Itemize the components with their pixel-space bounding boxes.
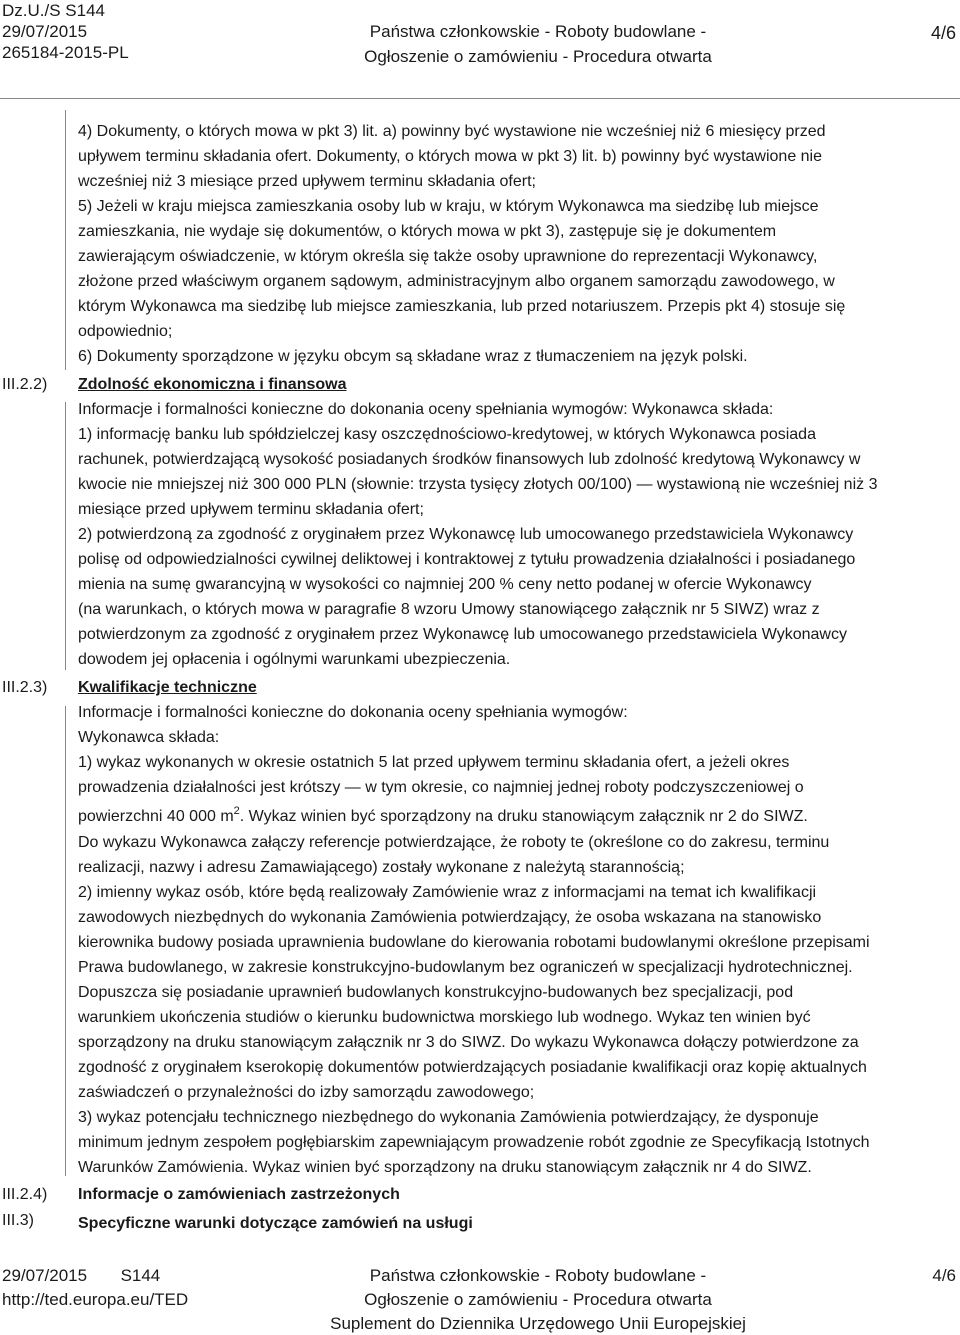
footer-title-line1: Państwa członkowskie - Roboty budowlane - [369,1266,707,1285]
text-line: Do wykazu Wykonawca załączy referencje potwierdzające, że roboty te (określone co do zakresu, terminu [78,834,830,851]
footer-url[interactable]: http://ted.europa.eu/TED [2,1290,189,1309]
text-line: Wykonawca składa: [78,729,220,746]
footer-title [298,1265,778,1335]
text-line: wcześniej niż 3 miesiące przed upływem terminu składania ofert; [78,173,536,190]
text-line: rachunek, potwierdzającą wysokość posiadanych środków finansowych lub zdolność kredytową Wykonawcy w [78,451,861,468]
footer-title-line2: Ogłoszenie o zamówieniu - Procedura otwarta [364,1290,712,1309]
footer-date: 29/07/2015 [2,1266,88,1285]
text-line: dowodem jej opłacenia i ogólnymi warunkami ubezpieczenia. [78,651,511,668]
text-line: 4) Dokumenty, o których mowa w pkt 3) lit. a) powinny być wystawione nie wcześniej niż 6 miesięcy przed [78,123,826,140]
text-line: zawierającym oświadczenie, w którym określa się także osoby uprawnione do reprezentacji Wykonawcy, [78,248,818,265]
text-line: prowadzenia działalności jest krótszy — w tym okresie, co najmniej jednej roboty podczyszczeniowej o [78,779,804,796]
text-line: polisę od odpowiedzialności cywilnej deliktowej i kontraktowej z tytułu prowadzenia działalności i posiadanego [78,551,856,568]
header-title [358,21,718,67]
header-date: 29/07/2015 [2,22,88,41]
section-heading-services: Specyficzne warunki dotyczące zamówień na usługi [78,1215,473,1232]
section-number-iii-2-4: III.2.4) [2,1186,48,1203]
footer-series: S144 [120,1266,161,1285]
text-line: złożone przed właściwym organem sądowym, administracyjnym albo organem samorządu zawodowego, w [78,273,835,290]
margin-rule [65,110,66,370]
text-line: upływem terminu składania ofert. Dokumenty, o których mowa w pkt 3) lit. b) powinny być wystawione nie [78,148,823,165]
text-line: Prawa budowlanego, w zakresie konstrukcyjno-budowlanym bez ograniczeń w specjalizacji hydrotechnicznej. [78,959,853,976]
section-heading-reserved: Informacje o zamówieniach zastrzeżonych [78,1186,400,1203]
text-line: sporządzony na druku stanowiącym załącznik nr 3 do SIWZ. Do wykazu Wykonawca dołączy potwierdzone za [78,1034,859,1051]
text-line: 1) wykaz wykonanych w okresie ostatnich 5 lat przed upływem terminu składania ofert, a jeżeli okres [78,754,790,771]
text-line: kierownika budowy posiada uprawnienia budowlane do kierowania robotami budowlanymi określone przepisami [78,934,870,951]
section-number-iii-3: III.3) [2,1212,35,1229]
text-line [78,806,808,828]
text-line: Informacje i formalności konieczne do dokonania oceny spełniania wymogów: [78,704,628,721]
text-line: którym Wykonawca ma siedzibę lub miejsce zamieszkania, lub przed notariuszem. Przepis pkt 4) stosuje się [78,298,846,315]
text-line: 1) informację banku lub spółdzielczej kasy oszczędnościowo-kredytowej, w których Wykonawca posiada [78,426,816,443]
text-line: Dopuszcza się posiadanie uprawnień budowlanych konstrukcyjno-budowanych bez specjalizacji, pod [78,984,794,1001]
text-line: zaświadczeń o przynależności do izby samorządu zawodowego; [78,1084,535,1101]
text-line: miesiące przed upływem terminu składania ofert; [78,501,424,518]
text-line: warunkiem ukończenia studiów o kierunku budownictwa morskiego lub wodnego. Wykaz ten winien być [78,1009,811,1026]
header-left [2,0,129,63]
header-title-line1: Państwa członkowskie - Roboty budowlane - [369,22,707,41]
text-line: 3) wykaz potencjału technicznego niezbędnego do wykonania Zamówienia potwierdzający, że dysponuje [78,1109,819,1126]
header-page-number: 4/6 [930,23,956,43]
text-line: Warunków Zamówienia. Wykaz winien być sporządzony na druku stanowiącym załącznik nr 4 do SIWZ. [78,1159,812,1176]
text-line: 2) potwierdzoną za zgodność z oryginałem przez Wykonawcę lub umocowanego przedstawiciela Wykonawcy [78,526,854,543]
text-line: (na warunkach, o których mowa w paragrafie 8 wzoru Umowy stanowiącego załącznik nr 5 SIWZ) wraz z [78,601,820,618]
text-line: potwierdzonym za zgodność z oryginałem przez Wykonawcę lub umocowanego przedstawiciela Wykonawcy [78,626,847,643]
text-line: odpowiednio; [78,323,173,340]
header-title-line2: Ogłoszenie o zamówieniu - Procedura otwarta [364,47,712,66]
section-heading-financial: Zdolność ekonomiczna i finansowa [78,376,347,393]
section-number-iii-2-2: III.2.2) [2,376,48,393]
text-line: kwocie nie mniejszej niż 300 000 PLN (słownie: trzysta tysięcy złotych 00/100) — wystawioną nie wcześniej niż 3 [78,476,878,493]
text-fragment: powierzchni 40 000 m [78,808,234,825]
section-heading-technical: Kwalifikacje techniczne [78,679,257,696]
header-divider [0,98,960,99]
text-line: zgodność z oryginałem kserokopię dokumentów potwierdzających posiadanie kwalifikacji oraz kopię aktualnych [78,1059,867,1076]
footer-left [2,1265,160,1287]
section-number-iii-2-3: III.2.3) [2,679,48,696]
text-line: 6) Dokumenty sporządzone w języku obcym są składane wraz z tłumaczeniem na język polski. [78,348,748,365]
header-doc-id: 265184-2015-PL [2,43,129,62]
text-line: realizacji, nazwy i adresu Zamawiającego) zostały wykonane z należytą starannością; [78,859,685,876]
text-line: mienia na sumę gwarancyjną w wysokości co najmniej 200 % ceny netto podanej w ofercie Wykonawcy [78,576,812,593]
superscript: 2 [233,804,240,817]
margin-rule [65,402,66,670]
footer-title-line3: Suplement do Dziennika Urzędowego Unii Europejskiej [330,1314,746,1333]
text-line: 2) imienny wykaz osób, które będą realizowały Zamówienie wraz z informacjami na temat ich kwalifikacji [78,884,817,901]
text-line: zawodowych niezbędnych do wykonania Zamówienia potwierdzający, że osoba wskazana na stanowisko [78,909,822,926]
text-line: 5) Jeżeli w kraju miejsca zamieszkania osoby lub w kraju, w którym Wykonawca ma siedzibę lub miejsce [78,198,819,215]
text-line: minimum jednym zespołem pogłębiarskim zapewniającym prowadzenie robót zgodnie ze Specyfikacją Istotnych [78,1134,870,1151]
footer-page-number: 4/6 [932,1266,956,1285]
margin-rule [65,706,66,1176]
text-fragment: . Wykaz winien być sporządzony na druku stanowiącym załącznik nr 2 do SIWZ. [239,808,808,825]
text-line: zamieszkania, nie wydaje się dokumentów, o których mowa w pkt 3), zastępuje się je dokumentem [78,223,777,240]
text-line: Informacje i formalności konieczne do dokonania oceny spełniania wymogów: Wykonawca składa: [78,401,774,418]
header-journal: Dz.U./S S144 [2,1,105,20]
